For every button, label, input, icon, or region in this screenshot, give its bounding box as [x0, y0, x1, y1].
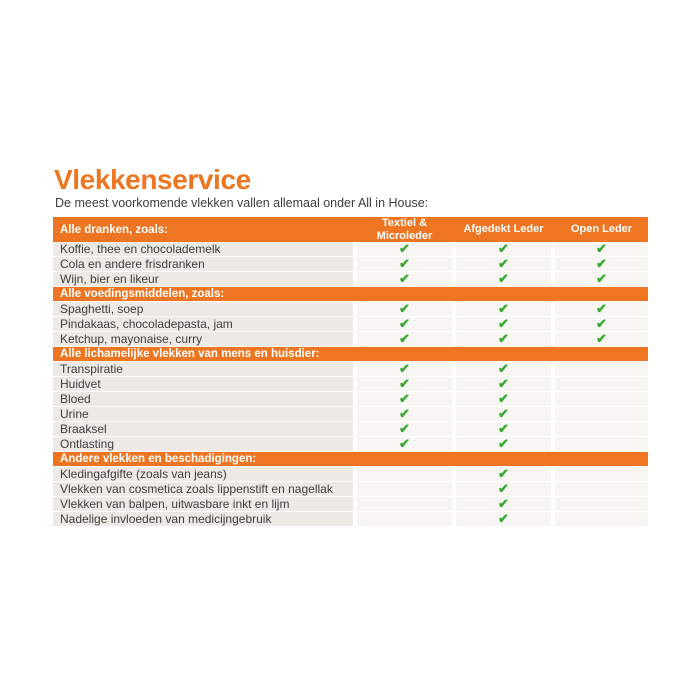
table-row	[53, 332, 648, 346]
check-icon: ✔	[498, 481, 509, 496]
row-label: Wijn, bier en likeur	[53, 272, 353, 286]
check-icon: ✔	[399, 421, 410, 436]
check-cell	[456, 362, 551, 376]
check-cell	[357, 272, 452, 286]
check-cell	[555, 422, 648, 436]
check-icon: ✔	[498, 331, 509, 346]
check-icon: ✔	[596, 316, 607, 331]
row-label: Huidvet	[53, 377, 353, 391]
check-cell	[456, 482, 551, 496]
row-label: Pindakaas, chocoladepasta, jam	[53, 317, 353, 331]
table-row	[53, 272, 648, 286]
check-icon: ✔	[399, 316, 410, 331]
row-label: Spaghetti, soep	[53, 302, 353, 316]
check-icon: ✔	[498, 406, 509, 421]
check-cell	[357, 497, 452, 511]
check-cell	[456, 302, 551, 316]
check-cell	[357, 302, 452, 316]
row-label: Nadelige invloeden van medicijngebruik	[53, 512, 353, 526]
check-icon: ✔	[498, 256, 509, 271]
check-cell	[555, 482, 648, 496]
row-label: Cola en andere frisdranken	[53, 257, 353, 271]
check-cell	[555, 302, 648, 316]
check-cell	[357, 392, 452, 406]
check-icon: ✔	[399, 376, 410, 391]
check-cell	[357, 467, 452, 481]
check-cell	[456, 242, 551, 256]
check-icon: ✔	[498, 421, 509, 436]
check-cell	[357, 482, 452, 496]
check-cell	[555, 272, 648, 286]
table-row	[53, 377, 648, 391]
row-label: Ontlasting	[53, 437, 353, 451]
check-icon: ✔	[399, 406, 410, 421]
row-label: Vlekken van balpen, uitwasbare inkt en lijm	[53, 497, 353, 511]
check-cell	[555, 407, 648, 421]
check-icon: ✔	[399, 331, 410, 346]
check-cell	[456, 317, 551, 331]
check-icon: ✔	[498, 511, 509, 526]
check-icon: ✔	[498, 241, 509, 256]
check-cell	[357, 437, 452, 451]
table-row	[53, 392, 648, 406]
check-cell	[456, 392, 551, 406]
row-label: Transpiratie	[53, 362, 353, 376]
check-icon: ✔	[498, 496, 509, 511]
page-subtitle: De meest voorkomende vlekken vallen allemaal onder All in House:	[55, 196, 429, 210]
check-icon: ✔	[596, 271, 607, 286]
check-cell	[555, 332, 648, 346]
table-row	[53, 362, 648, 376]
check-cell	[555, 257, 648, 271]
table-row	[53, 512, 648, 526]
row-label: Bloed	[53, 392, 353, 406]
check-cell	[555, 512, 648, 526]
check-icon: ✔	[399, 241, 410, 256]
section-header-label: Alle dranken, zoals:	[60, 223, 169, 236]
check-cell	[555, 317, 648, 331]
check-cell	[555, 497, 648, 511]
check-icon: ✔	[399, 256, 410, 271]
row-label: Ketchup, mayonaise, curry	[53, 332, 353, 346]
table-row	[53, 482, 648, 496]
check-cell	[357, 422, 452, 436]
check-icon: ✔	[498, 301, 509, 316]
check-icon: ✔	[399, 361, 410, 376]
check-icon: ✔	[596, 301, 607, 316]
check-cell	[456, 437, 551, 451]
stain-table	[53, 217, 648, 527]
check-cell	[555, 437, 648, 451]
check-cell	[357, 317, 452, 331]
check-cell	[456, 377, 551, 391]
check-icon: ✔	[596, 256, 607, 271]
check-icon: ✔	[498, 376, 509, 391]
check-cell	[357, 512, 452, 526]
check-icon: ✔	[596, 331, 607, 346]
check-cell	[555, 467, 648, 481]
check-icon: ✔	[399, 391, 410, 406]
column-header: Afgedekt Leder	[463, 223, 544, 236]
row-label: Braaksel	[53, 422, 353, 436]
table-row	[53, 302, 648, 316]
check-cell	[555, 242, 648, 256]
table-row	[53, 407, 648, 421]
check-icon: ✔	[498, 436, 509, 451]
check-cell	[456, 257, 551, 271]
check-icon: ✔	[399, 271, 410, 286]
page-title: Vlekkenservice	[54, 164, 251, 195]
table-header-row	[53, 217, 648, 242]
column-header: Textiel & Microleder	[376, 217, 433, 242]
table-row	[53, 497, 648, 511]
check-icon: ✔	[498, 466, 509, 481]
section-header-label: Andere vlekken en beschadigingen:	[53, 452, 648, 466]
check-cell	[555, 362, 648, 376]
row-label: Kledingafgifte (zoals van jeans)	[53, 467, 353, 481]
table-row	[53, 422, 648, 436]
row-label: Koffie, thee en chocolademelk	[53, 242, 353, 256]
check-icon: ✔	[498, 271, 509, 286]
check-cell	[555, 392, 648, 406]
check-cell	[357, 362, 452, 376]
row-label: Urine	[53, 407, 353, 421]
check-cell	[456, 407, 551, 421]
table-row	[53, 467, 648, 481]
check-cell	[357, 407, 452, 421]
check-cell	[456, 512, 551, 526]
table-row	[53, 257, 648, 271]
check-cell	[357, 257, 452, 271]
check-icon: ✔	[498, 361, 509, 376]
check-icon: ✔	[498, 391, 509, 406]
column-header: Open Leder	[570, 223, 633, 236]
check-cell	[357, 377, 452, 391]
check-cell	[555, 377, 648, 391]
check-cell	[456, 497, 551, 511]
table-row	[53, 242, 648, 256]
check-cell	[456, 467, 551, 481]
table-row	[53, 437, 648, 451]
check-icon: ✔	[498, 316, 509, 331]
check-cell	[357, 242, 452, 256]
row-label: Vlekken van cosmetica zoals lippenstift en nagellak	[53, 482, 353, 496]
check-icon: ✔	[596, 241, 607, 256]
table-row	[53, 317, 648, 331]
section-header-label: Alle voedingsmiddelen, zoals:	[53, 287, 648, 301]
section-header-label: Alle lichamelijke vlekken van mens en huisdier:	[53, 347, 648, 361]
check-cell	[456, 422, 551, 436]
check-cell	[357, 332, 452, 346]
check-cell	[456, 332, 551, 346]
check-icon: ✔	[399, 301, 410, 316]
check-cell	[456, 272, 551, 286]
check-icon: ✔	[399, 436, 410, 451]
